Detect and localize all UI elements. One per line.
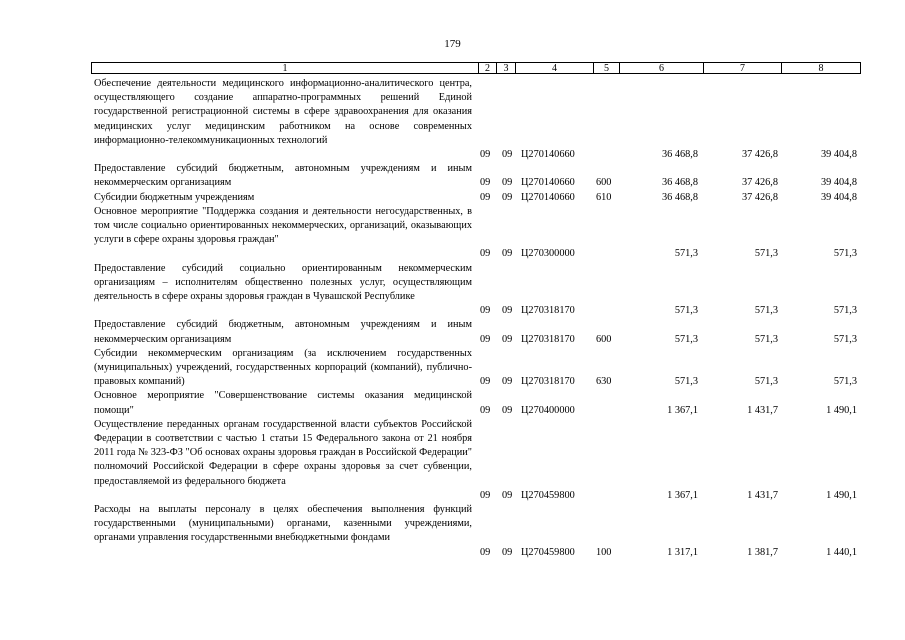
row-amount-year-2: 37 426,8 — [741, 148, 778, 160]
row-amount-year-1: 571,3 — [674, 333, 698, 345]
row-amount-year-1: 36 468,8 — [661, 177, 698, 189]
row-amount-year-3: 39 404,8 — [820, 191, 857, 203]
row-expense-type: 630 — [596, 376, 612, 388]
row-target-code: Ц270318170 — [521, 305, 575, 317]
row-target-code: Ц270318170 — [521, 333, 575, 345]
table-row — [0, 262, 905, 319]
row-amount-year-2: 571,3 — [754, 248, 778, 260]
row-subsection: 09 — [502, 177, 513, 189]
header-col-2: 2 — [478, 62, 496, 74]
row-amount-year-3: 571,3 — [833, 376, 857, 388]
row-target-code: Ц270300000 — [521, 248, 575, 260]
header-col-1: 1 — [91, 62, 478, 74]
row-section: 09 — [480, 489, 491, 501]
row-amount-year-2: 571,3 — [754, 376, 778, 388]
row-subsection: 09 — [502, 191, 513, 203]
row-amount-year-2: 571,3 — [754, 305, 778, 317]
row-amount-year-3: 571,3 — [833, 333, 857, 345]
row-amount-year-2: 1 381,7 — [747, 546, 778, 558]
row-description: Обеспечение деятельности медицинского информационно-аналитического центра, осуществляющего создание аппаратно-программных решений Единой государственной регистрационной системы в сфере здравоохранения для оказания медицинских услуг медицинским работником на основе современных информационно-телекоммуникационных технологий — [94, 78, 472, 146]
row-amount-year-1: 571,3 — [674, 376, 698, 388]
header-col-4: 4 — [515, 62, 593, 74]
row-amount-year-1: 1 317,1 — [667, 546, 698, 558]
row-amount-year-2: 1 431,7 — [747, 489, 778, 501]
row-subsection: 09 — [502, 546, 513, 558]
row-amount-year-2: 1 431,7 — [747, 404, 778, 416]
row-subsection: 09 — [502, 489, 513, 501]
row-amount-year-2: 37 426,8 — [741, 191, 778, 203]
row-target-code: Ц270400000 — [521, 404, 575, 416]
row-target-code: Ц270140660 — [521, 148, 575, 160]
page-number: 179 — [444, 38, 461, 50]
header-col-8: 8 — [781, 62, 861, 74]
row-expense-type: 100 — [596, 546, 612, 558]
row-amount-year-1: 1 367,1 — [667, 404, 698, 416]
header-col-5: 5 — [593, 62, 619, 74]
row-description: Предоставление субсидий бюджетным, автономным учреждениям и иным некоммерческим организациям — [94, 319, 472, 345]
row-target-code: Ц270140660 — [521, 177, 575, 189]
row-description: Предоставление субсидий бюджетным, автономным учреждениям и иным некоммерческим организациям — [94, 163, 472, 189]
row-amount-year-3: 1 440,1 — [826, 546, 857, 558]
row-expense-type: 610 — [596, 191, 612, 203]
table-row — [0, 503, 905, 560]
table-row — [0, 347, 905, 390]
row-target-code: Ц270459800 — [521, 546, 575, 558]
row-section: 09 — [480, 248, 491, 260]
header-col-3: 3 — [496, 62, 515, 74]
row-subsection: 09 — [502, 248, 513, 260]
row-section: 09 — [480, 148, 491, 160]
row-amount-year-3: 1 490,1 — [826, 404, 857, 416]
row-subsection: 09 — [502, 376, 513, 388]
table-row — [0, 77, 905, 162]
row-subsection: 09 — [502, 305, 513, 317]
row-target-code: Ц270459800 — [521, 489, 575, 501]
row-section: 09 — [480, 333, 491, 345]
row-amount-year-3: 1 490,1 — [826, 489, 857, 501]
row-description: Субсидии некоммерческим организациям (за исключением государственных (муниципальных) учреждений, государственных корпораций (компаний), публично-правовых компаний) — [94, 347, 472, 388]
row-description: Субсидии бюджетным учреждениям — [94, 191, 255, 203]
row-section: 09 — [480, 376, 491, 388]
row-amount-year-3: 39 404,8 — [820, 177, 857, 189]
table-row — [0, 162, 905, 190]
row-amount-year-1: 36 468,8 — [661, 148, 698, 160]
row-section: 09 — [480, 177, 491, 189]
row-target-code: Ц270318170 — [521, 376, 575, 388]
table-row — [0, 191, 905, 205]
header-col-7: 7 — [703, 62, 781, 74]
row-amount-year-3: 39 404,8 — [820, 148, 857, 160]
row-section: 09 — [480, 404, 491, 416]
row-subsection: 09 — [502, 404, 513, 416]
row-description: Осуществление переданных органам государственной власти субъектов Российской Федерации в соответствии с частью 1 статьи 15 Федерального закона от 21 ноября 2011 года № 323-ФЗ "Об основах охраны здоровья граждан в Российской Федерации" полномочий Российской Федерации в сфере охраны здоровья за счет субвенции, предоставляемой из федерального бюджета — [94, 418, 472, 487]
row-section: 09 — [480, 546, 491, 558]
row-target-code: Ц270140660 — [521, 191, 575, 203]
table-body — [0, 77, 905, 560]
header-col-6: 6 — [619, 62, 703, 74]
row-amount-year-2: 37 426,8 — [741, 177, 778, 189]
row-amount-year-3: 571,3 — [833, 305, 857, 317]
table-row — [0, 205, 905, 262]
row-amount-year-1: 1 367,1 — [667, 489, 698, 501]
row-expense-type: 600 — [596, 177, 612, 189]
row-section: 09 — [480, 305, 491, 317]
row-section: 09 — [480, 191, 491, 203]
table-row — [0, 318, 905, 346]
row-description: Основное мероприятие "Совершенствование системы оказания медицинской помощи" — [94, 390, 472, 416]
row-subsection: 09 — [502, 333, 513, 345]
row-amount-year-1: 36 468,8 — [661, 191, 698, 203]
row-amount-year-1: 571,3 — [674, 248, 698, 260]
row-amount-year-3: 571,3 — [833, 248, 857, 260]
row-amount-year-2: 571,3 — [754, 333, 778, 345]
row-amount-year-1: 571,3 — [674, 305, 698, 317]
row-subsection: 09 — [502, 148, 513, 160]
table-row — [0, 418, 905, 503]
row-description: Расходы на выплаты персоналу в целях обеспечения выполнения функций государственными (муниципальными) органами, казенными учреждениями, органами управления государственными внебюджетными фондами — [94, 503, 472, 544]
row-description: Основное мероприятие "Поддержка создания и деятельности негосударственных, в том числе социально ориентированных некоммерческих, организаций, оказывающих услуги в сфере охраны здоровья граждан" — [94, 205, 472, 246]
row-description: Предоставление субсидий социально ориентированным некоммерческим организациям – исполнителям общественно полезных услуг, осуществляющим деятельность в сфере охраны здоровья граждан в Чувашской Республике — [94, 262, 472, 302]
row-expense-type: 600 — [596, 333, 612, 345]
table-row — [0, 389, 905, 417]
